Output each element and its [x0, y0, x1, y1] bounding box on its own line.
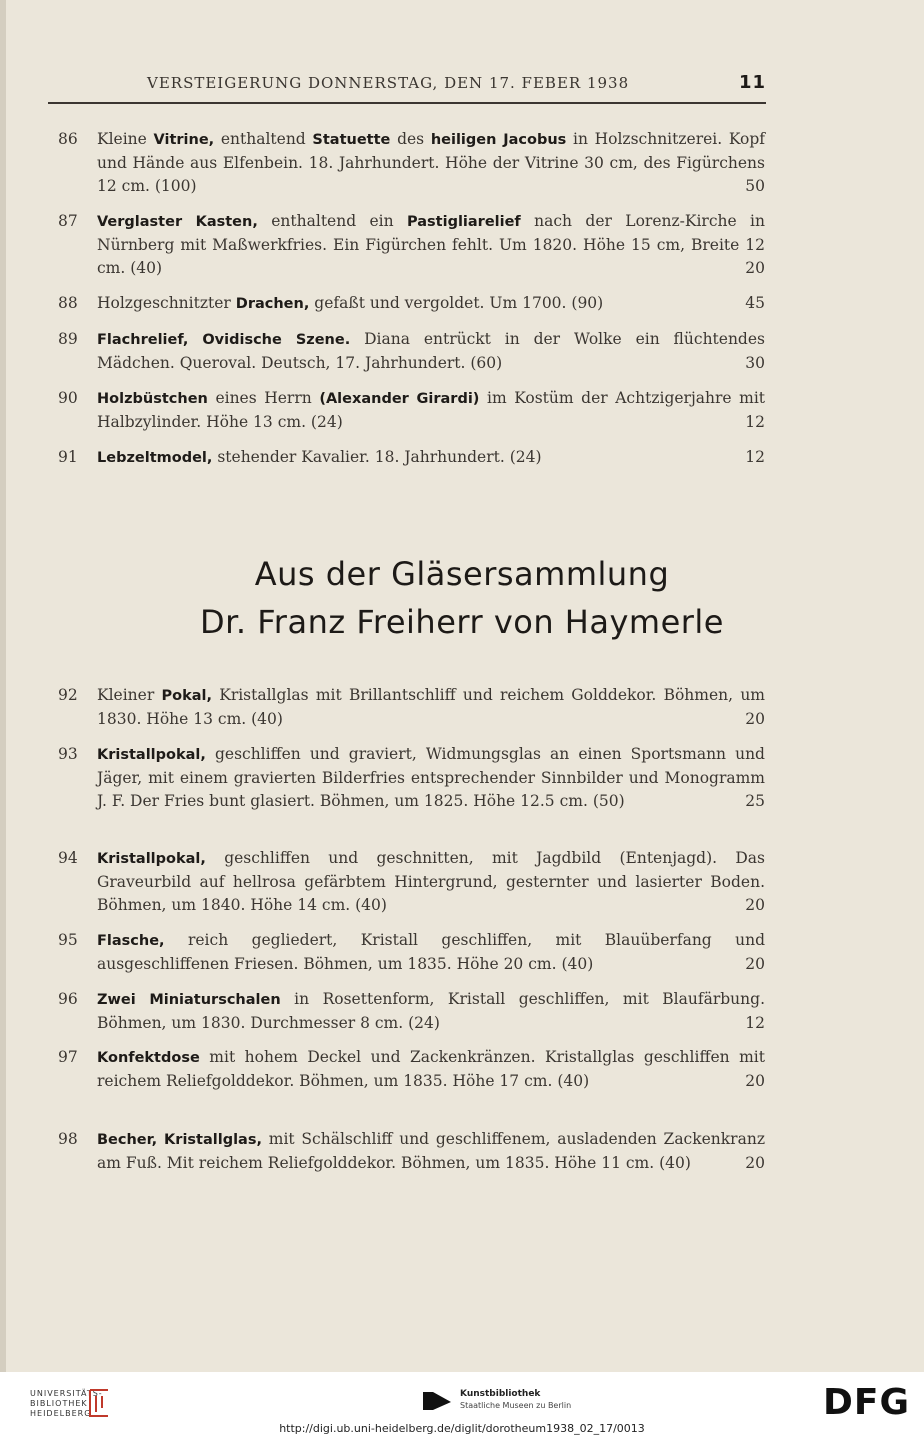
- lot-number: 97: [58, 1048, 78, 1066]
- header-rule: [48, 102, 766, 104]
- lot-number: 86: [58, 130, 78, 148]
- lot-title: Flasche,: [97, 933, 165, 949]
- lot-description: Kleine Vitrine, enthaltend Statuette des heiligen Jacobus in Holzschnitzerei. Kopf und Hände aus Elfenbein. 18. Jahrhundert. Höhe der Vitrine 30 cm, des Figürchens 12 cm. (100) 50: [97, 128, 765, 198]
- lot-number: 87: [58, 212, 78, 230]
- page-edge-shadow: [0, 0, 6, 1372]
- digitization-footer: [0, 1372, 924, 1438]
- lot-price: 20: [745, 955, 765, 973]
- running-header: [50, 72, 772, 96]
- lot-description: Becher, Kristallglas, mit Schälschliff und geschliffenem, ausladenden Zackenkranz am Fuß. Mit reichem Reliefgolddekor. Böhmen, um 1835. Höhe 11 cm. (40) 20: [97, 1128, 765, 1175]
- lot-price: 25: [745, 792, 765, 810]
- lot-number: 91: [58, 448, 78, 466]
- dfg-logo[interactable]: DFG: [822, 1382, 910, 1423]
- lot-number: 98: [58, 1130, 78, 1148]
- lot-price: 20: [745, 896, 765, 914]
- lot-description: Lebzeltmodel, stehender Kavalier. 18. Jahrhundert. (24) 12: [97, 446, 765, 470]
- lot-title: Pokal,: [161, 688, 212, 704]
- lot-price: 20: [745, 710, 765, 728]
- lot-price: 12: [745, 413, 765, 431]
- lot-title: Flachrelief, Ovidische Szene.: [97, 332, 351, 348]
- lot-title: Kristallpokal,: [97, 747, 206, 763]
- kunstbibliothek-logo-icon[interactable]: [423, 1388, 451, 1410]
- lot-title: Becher, Kristallglas,: [97, 1132, 262, 1148]
- lot-price: 20: [745, 259, 765, 277]
- lot-description: Kleiner Pokal, Kristallglas mit Brillantschliff und reichem Golddekor. Böhmen, um 1830. Höhe 13 cm. (40) 20: [97, 684, 765, 731]
- lot-number: 89: [58, 330, 78, 348]
- lot-price: 50: [745, 177, 765, 195]
- lot-title: Vitrine,: [153, 132, 215, 148]
- lot-description: Kristallpokal, geschliffen und graviert, Widmungsglas an einen Sportsmann und Jäger, mit einem gravierten Bilderfries entsprechender Sinnbilder und Monogramm J. F. Der Fries bunt glasiert. Böhmen, um 1825. Höhe 12.5 cm. (50) 25: [97, 743, 765, 813]
- lot-number: 88: [58, 294, 78, 312]
- ub-heidelberg-label[interactable]: UNIVERSITÄTS- BIBLIOTHEK HEIDELBERG: [30, 1389, 103, 1418]
- lot-price: 20: [745, 1154, 765, 1172]
- lot-number: 93: [58, 745, 78, 763]
- permalink-url[interactable]: http://digi.ub.uni-heidelberg.de/diglit/dorotheum1938_02_17/0013: [279, 1422, 645, 1435]
- kb-title: Kunstbibliothek: [460, 1389, 541, 1399]
- lot-description: Flachrelief, Ovidische Szene. Diana entrückt in der Wolke ein flüchtendes Mädchen. Queroval. Deutsch, 17. Jahrhundert. (60) 30: [97, 328, 765, 375]
- lot-title: Holzbüstchen: [97, 391, 208, 407]
- lot-price: 20: [745, 1072, 765, 1090]
- kb-subtitle: Staatliche Museen zu Berlin: [460, 1401, 572, 1410]
- lot-price: 30: [745, 354, 765, 372]
- lot-description: Flasche, reich gegliedert, Kristall geschliffen, mit Blauüberfang und ausgeschliffenen Friesen. Böhmen, um 1835. Höhe 20 cm. (40) 20: [97, 929, 765, 976]
- lot-number: 90: [58, 389, 78, 407]
- lot-number: 95: [58, 931, 78, 949]
- lot-description: Holzgeschnitzter Drachen, gefaßt und vergoldet. Um 1700. (90) 45: [97, 292, 765, 316]
- lot-description: Konfektdose mit hohem Deckel und Zackenkränzen. Kristallglas geschliffen mit reichem Reliefgolddekor. Böhmen, um 1835. Höhe 17 cm. (40) 20: [97, 1046, 765, 1093]
- lot-price: 12: [745, 448, 765, 466]
- lot-description: Kristallpokal, geschliffen und geschnitten, mit Jagdbild (Entenjagd). Das Graveurbild auf hellrosa gefärbtem Hintergrund, gesternter und lasierter Boden. Böhmen, um 1840. Höhe 14 cm. (40) 20: [97, 847, 765, 917]
- lot-title: Kristallpokal,: [97, 851, 206, 867]
- lot-number: 96: [58, 990, 78, 1008]
- lot-price: 45: [745, 294, 765, 312]
- header-title: VERSTEIGERUNG DONNERSTAG, DEN 17. FEBER 1938: [147, 74, 630, 92]
- section-heading-line2: Dr. Franz Freiherr von Haymerle: [200, 603, 724, 641]
- lot-price: 12: [745, 1014, 765, 1032]
- section-heading-line1: Aus der Gläsersammlung: [254, 555, 670, 593]
- lot-number: 94: [58, 849, 78, 867]
- lot-description: Holzbüstchen eines Herrn (Alexander Girardi) im Kostüm der Achtzigerjahre mit Halbzylinder. Höhe 13 cm. (24) 12: [97, 387, 765, 434]
- lot-description: Verglaster Kasten, enthaltend ein Pastigliarelief nach der Lorenz-Kirche in Nürnberg mit Maßwerkfries. Ein Figürchen fehlt. Um 1820. Höhe 15 cm, Breite 12 cm. (40) 20: [97, 210, 765, 280]
- lot-number: 92: [58, 686, 78, 704]
- lot-title: Drachen,: [235, 296, 310, 312]
- page-number: 11: [738, 72, 766, 93]
- ub-heidelberg-logo-icon[interactable]: [86, 1386, 112, 1420]
- lot-description: Zwei Miniaturschalen in Rosettenform, Kristall geschliffen, mit Blaufärbung. Böhmen, um 1830. Durchmesser 8 cm. (24) 12: [97, 988, 765, 1035]
- lot-title: Lebzeltmodel,: [97, 450, 213, 466]
- lot-title: Verglaster Kasten,: [97, 214, 258, 230]
- lot-title: Konfektdose: [97, 1050, 200, 1066]
- lot-title: Zwei Miniaturschalen: [97, 992, 281, 1008]
